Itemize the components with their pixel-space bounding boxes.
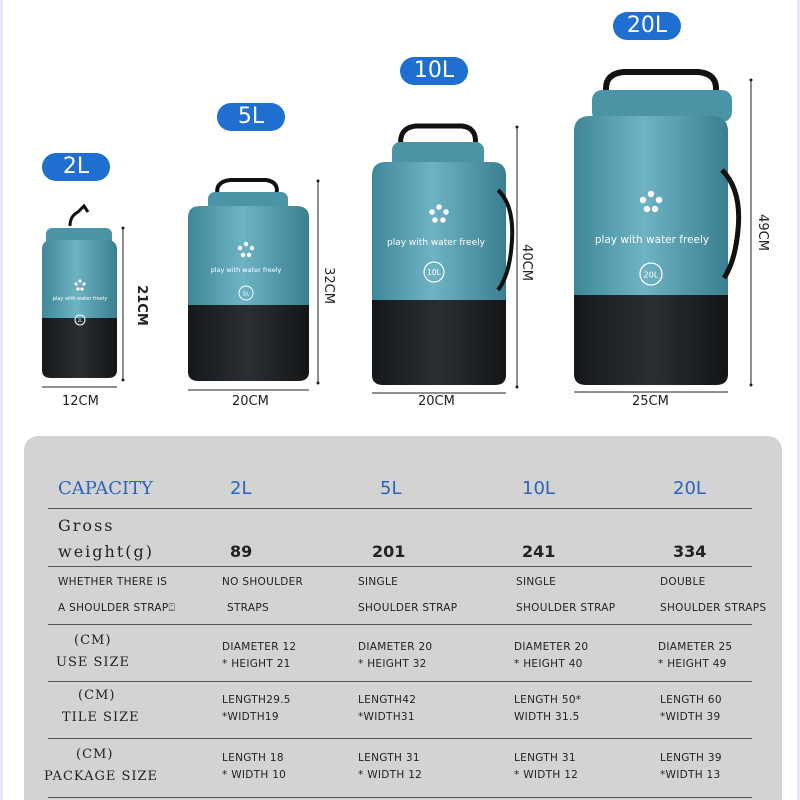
strap-20l-1: DOUBLE [660,576,706,588]
bag-5l [188,180,320,391]
bag-20l-capacity-mark: 20L [643,270,659,280]
gross-weight-label-1: Gross [58,516,115,535]
tile-size-20l-1: LENGTH 60 [660,694,722,706]
capacity-col-10l: 10L [522,478,555,499]
table-rule [48,681,752,682]
tile-size-unit: (CM) [78,688,116,703]
bag-2l [42,206,125,387]
tile-size-10l-1: LENGTH 50* [514,694,582,706]
strap-label-2: A SHOULDER STRAP⍠ [58,602,176,614]
package-size-2l-1: LENGTH 18 [222,752,284,764]
package-size-unit: (CM) [76,747,114,762]
capacity-col-5l: 5L [380,478,402,499]
weight-20l: 334 [673,542,707,561]
weight-5l: 201 [372,542,406,561]
badge-20l: 20L [613,12,681,40]
width-dim-5l: 20CM [232,394,269,409]
capacity-col-2l: 2L [230,478,252,499]
height-dim-2l: 21CM [133,285,149,326]
package-size-5l-2: * WIDTH 12 [358,769,423,781]
weight-10l: 241 [522,542,556,561]
bag-5l-capacity-mark: 5L [242,291,250,298]
table-rule [48,738,752,739]
bag-5l-slogan: play with water freely [210,266,282,274]
tile-size-2l-2: *WIDTH19 [222,711,279,723]
strap-label-1: WHETHER THERE IS [58,576,168,588]
bag-20l-slogan: play with water freely [594,234,710,246]
bag-20l [574,72,753,392]
use-size-5l-2: * HEIGHT 32 [358,658,427,670]
strap-2l-2: STRAPS [227,602,269,614]
table-rule [48,566,752,567]
weight-2l: 89 [230,542,253,561]
width-dim-10l: 20CM [418,394,455,409]
use-size-unit: (CM) [74,633,112,648]
height-dim-20l: 49CM [754,214,770,251]
use-size-20l-1: DIAMETER 25 [658,641,733,653]
capacity-header: CAPACITY [58,478,154,499]
bag-2l-capacity-mark: 2L [77,318,83,323]
package-size-5l-1: LENGTH 31 [358,752,420,764]
strap-20l-2: SHOULDER STRAPS [660,602,767,614]
table-rule [48,797,752,798]
gross-weight-label-2: weight(g) [58,542,154,561]
strap-2l-1: NO SHOULDER [222,576,304,588]
strap-10l-1: SINGLE [516,576,557,588]
use-size-10l-2: * HEIGHT 40 [514,658,583,670]
height-dim-5l: 32CM [320,267,336,304]
strap-5l-2: SHOULDER STRAP [358,602,458,614]
bag-10l-slogan: play with water freely [387,238,485,248]
use-size-2l-1: DIAMETER 12 [222,641,297,653]
badge-5l: 5L [217,103,285,131]
table-rule [48,624,752,625]
package-size-10l-1: LENGTH 31 [514,752,576,764]
table-rule [48,508,752,509]
bag-10l [372,126,519,394]
use-size-2l-2: * HEIGHT 21 [222,658,291,670]
use-size-label: USE SIZE [56,655,131,670]
package-size-10l-2: * WIDTH 12 [514,769,579,781]
badge-2l: 2L [42,153,110,181]
badge-10l: 10L [400,57,468,85]
tile-size-10l-2: WIDTH 31.5 [514,711,580,723]
bag-10l-capacity-mark: 10L [427,268,441,277]
tile-size-5l-2: *WIDTH31 [358,711,415,723]
tile-size-5l-1: LENGTH42 [358,694,417,706]
bag-2l-slogan: play with water freely [52,296,108,302]
capacity-col-20l: 20L [673,478,706,499]
strap-10l-2: SHOULDER STRAP [516,602,616,614]
width-dim-2l: 12CM [62,394,99,409]
package-size-label: PACKAGE SIZE [44,769,159,784]
use-size-20l-2: * HEIGHT 49 [658,658,727,670]
use-size-5l-1: DIAMETER 20 [358,641,433,653]
tile-size-label: TILE SIZE [62,710,140,725]
package-size-20l-2: *WIDTH 13 [660,769,721,781]
tile-size-20l-2: *WIDTH 39 [660,711,721,723]
package-size-20l-1: LENGTH 39 [660,752,722,764]
tile-size-2l-1: LENGTH29.5 [222,694,291,706]
strap-5l-1: SINGLE [358,576,399,588]
height-dim-10l: 40CM [518,244,534,281]
width-dim-20l: 25CM [632,394,669,409]
use-size-10l-1: DIAMETER 20 [514,641,589,653]
package-size-2l-2: * WIDTH 10 [222,769,287,781]
